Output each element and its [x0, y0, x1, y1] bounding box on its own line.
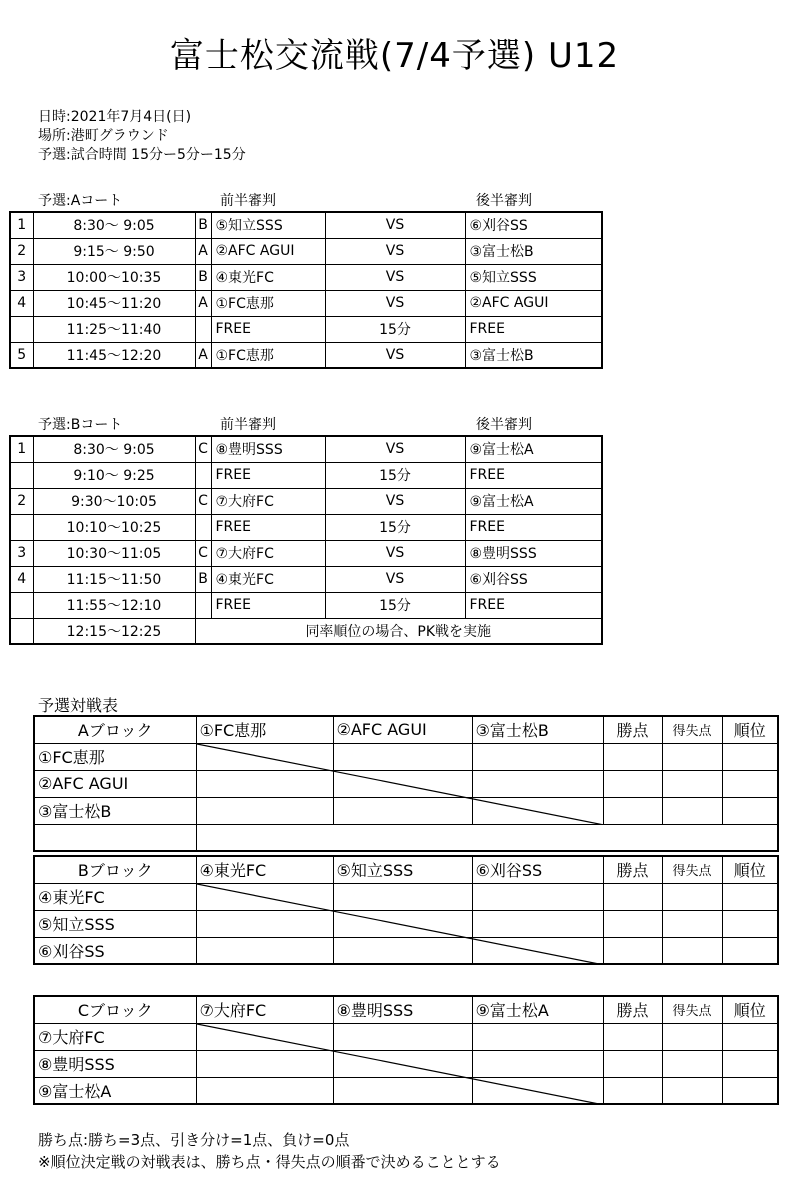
block-code: C — [195, 488, 211, 514]
team-name: ④東光FC — [34, 883, 196, 910]
result-cell — [333, 910, 472, 937]
result-cell — [196, 937, 333, 964]
match-number — [10, 618, 33, 644]
away-team: FREE — [465, 316, 602, 342]
schedule-row — [10, 316, 602, 342]
result-cell — [333, 937, 472, 964]
match-number — [10, 514, 33, 540]
event-venue: 場所:港町グラウンド — [38, 128, 169, 144]
match-number: 4 — [10, 566, 33, 592]
result-cell — [333, 1050, 472, 1077]
result-cell — [722, 797, 778, 824]
stat-header: 勝点 — [603, 996, 662, 1023]
away-team: ⑤知立SSS — [465, 264, 602, 290]
result-cell — [196, 1023, 333, 1050]
event-date: 日時:2021年7月4日(日) — [38, 109, 192, 125]
result-cell — [472, 743, 603, 770]
block-code — [195, 316, 211, 342]
block-code: A — [195, 290, 211, 316]
result-cell — [603, 1050, 662, 1077]
block-matrix-table — [33, 995, 779, 1105]
match-time: 9:10〜 9:25 — [33, 462, 195, 488]
result-cell — [603, 1077, 662, 1104]
result-cell — [333, 1077, 472, 1104]
result-cell — [333, 883, 472, 910]
schedule-row — [10, 618, 602, 644]
result-cell — [603, 770, 662, 797]
block-code: B — [195, 566, 211, 592]
versus-label: VS — [325, 238, 465, 264]
result-cell — [472, 910, 603, 937]
schedule-row — [10, 566, 602, 592]
block-code: B — [195, 264, 211, 290]
match-number: 2 — [10, 488, 33, 514]
away-team: ③富士松B — [465, 342, 602, 368]
matrix-header-row — [34, 716, 778, 743]
home-team: ②AFC AGUI — [211, 238, 325, 264]
stat-header: 得失点 — [662, 716, 722, 743]
versus-label: VS — [325, 566, 465, 592]
versus-label: VS — [325, 436, 465, 462]
away-team: ⑨富士松A — [465, 436, 602, 462]
spacer-cell — [196, 824, 778, 851]
match-time: 10:10〜10:25 — [33, 514, 195, 540]
schedule-row — [10, 488, 602, 514]
schedule-row — [10, 264, 602, 290]
result-cell — [196, 743, 333, 770]
result-cell — [662, 797, 722, 824]
matrix-header-row — [34, 856, 778, 883]
versus-label: 15分 — [325, 462, 465, 488]
match-number: 2 — [10, 238, 33, 264]
opponent-header: ⑧豊明SSS — [333, 996, 472, 1023]
matrix-header-row — [34, 996, 778, 1023]
stat-header: 得失点 — [662, 996, 722, 1023]
schedule-row — [10, 212, 602, 238]
result-cell — [472, 1023, 603, 1050]
result-cell — [196, 797, 333, 824]
result-cell — [603, 937, 662, 964]
match-number: 3 — [10, 264, 33, 290]
matrix-team-row — [34, 770, 778, 797]
matrix-team-row — [34, 797, 778, 824]
team-name: ⑧豊明SSS — [34, 1050, 196, 1077]
result-cell — [662, 743, 722, 770]
result-cell — [603, 743, 662, 770]
result-cell — [333, 743, 472, 770]
opponent-header: ①FC恵那 — [196, 716, 333, 743]
block-matrix-table — [33, 855, 779, 965]
result-cell — [662, 1050, 722, 1077]
result-cell — [662, 1077, 722, 1104]
block-code: A — [195, 238, 211, 264]
home-team: FREE — [211, 592, 325, 618]
event-info — [38, 108, 246, 165]
match-time: 10:00〜10:35 — [33, 264, 195, 290]
away-team: ⑥刈谷SS — [465, 566, 602, 592]
result-cell — [333, 770, 472, 797]
schedule-row — [10, 540, 602, 566]
result-cell — [603, 910, 662, 937]
result-cell — [196, 1077, 333, 1104]
result-cell — [662, 937, 722, 964]
opponent-header: ④東光FC — [196, 856, 333, 883]
match-number: 1 — [10, 212, 33, 238]
matrix-team-row — [34, 743, 778, 770]
matrix-title: 予選対戦表 — [38, 696, 119, 715]
versus-label: VS — [325, 488, 465, 514]
result-cell — [722, 937, 778, 964]
block-code — [195, 462, 211, 488]
team-name: ②AFC AGUI — [34, 770, 196, 797]
result-cell — [472, 797, 603, 824]
court-b-label: 予選:Bコート — [38, 417, 123, 433]
result-cell — [196, 883, 333, 910]
opponent-header: ⑨富士松A — [472, 996, 603, 1023]
home-team: FREE — [211, 514, 325, 540]
result-cell — [333, 797, 472, 824]
result-cell — [722, 1050, 778, 1077]
result-cell — [603, 883, 662, 910]
away-team: ③富士松B — [465, 238, 602, 264]
match-number: 4 — [10, 290, 33, 316]
points-rule: 勝ち点:勝ち=3点、引き分け=1点、負け=0点 — [38, 1131, 350, 1149]
versus-label: 15分 — [325, 592, 465, 618]
matrix-team-row — [34, 1023, 778, 1050]
home-team: ①FC恵那 — [211, 290, 325, 316]
page-title: 富士松交流戦(7/4予選) U12 — [169, 36, 620, 76]
schedule-row — [10, 462, 602, 488]
team-name: ①FC恵那 — [34, 743, 196, 770]
matrix-team-row — [34, 1050, 778, 1077]
result-cell — [603, 1023, 662, 1050]
block-matrix-table — [33, 715, 779, 852]
block-label: Aブロック — [34, 716, 196, 743]
versus-label: 15分 — [325, 316, 465, 342]
block-code: C — [195, 436, 211, 462]
match-number — [10, 462, 33, 488]
result-cell — [472, 1050, 603, 1077]
versus-label: VS — [325, 342, 465, 368]
result-cell — [662, 770, 722, 797]
versus-label: VS — [325, 540, 465, 566]
result-cell — [722, 910, 778, 937]
court-a-first-ref-label: 前半審判 — [220, 193, 276, 209]
matrix-team-row — [34, 910, 778, 937]
match-time: 10:45〜11:20 — [33, 290, 195, 316]
stat-header: 勝点 — [603, 716, 662, 743]
matrix-team-row — [34, 937, 778, 964]
home-team: ⑦大府FC — [211, 488, 325, 514]
match-number: 1 — [10, 436, 33, 462]
match-time: 11:25〜11:40 — [33, 316, 195, 342]
away-team: ⑧豊明SSS — [465, 540, 602, 566]
schedule-row — [10, 514, 602, 540]
match-time: 11:55〜12:10 — [33, 592, 195, 618]
stat-header: 順位 — [722, 716, 778, 743]
block-label: Bブロック — [34, 856, 196, 883]
result-cell — [662, 910, 722, 937]
opponent-header: ⑤知立SSS — [333, 856, 472, 883]
matrix-team-row — [34, 1077, 778, 1104]
stat-header: 勝点 — [603, 856, 662, 883]
match-duration: 予選:試合時間 15分ー5分ー15分 — [38, 147, 246, 163]
match-time: 11:15〜11:50 — [33, 566, 195, 592]
result-cell — [722, 1077, 778, 1104]
block-code — [195, 592, 211, 618]
team-name: ⑥刈谷SS — [34, 937, 196, 964]
versus-label: VS — [325, 290, 465, 316]
match-number: 3 — [10, 540, 33, 566]
spacer-cell — [34, 824, 196, 851]
block-label: Cブロック — [34, 996, 196, 1023]
schedule-row — [10, 592, 602, 618]
team-name: ⑨富士松A — [34, 1077, 196, 1104]
result-cell — [662, 883, 722, 910]
result-cell — [472, 770, 603, 797]
block-code: C — [195, 540, 211, 566]
ranking-note: ※順位決定戦の対戦表は、勝ち点・得失点の順番で決めることとする — [38, 1153, 501, 1171]
result-cell — [722, 1023, 778, 1050]
versus-label: VS — [325, 212, 465, 238]
versus-label: VS — [325, 264, 465, 290]
away-team: ②AFC AGUI — [465, 290, 602, 316]
result-cell — [196, 770, 333, 797]
match-time: 11:45〜12:20 — [33, 342, 195, 368]
result-cell — [722, 770, 778, 797]
match-time: 9:30〜10:05 — [33, 488, 195, 514]
footer-notes — [38, 1129, 501, 1173]
result-cell — [472, 883, 603, 910]
result-cell — [662, 1023, 722, 1050]
home-team: FREE — [211, 462, 325, 488]
away-team: ⑥刈谷SS — [465, 212, 602, 238]
home-team: ①FC恵那 — [211, 342, 325, 368]
home-team: ④東光FC — [211, 264, 325, 290]
match-time: 8:30〜 9:05 — [33, 212, 195, 238]
match-time: 8:30〜 9:05 — [33, 436, 195, 462]
result-cell — [722, 743, 778, 770]
result-cell — [472, 937, 603, 964]
team-name: ③富士松B — [34, 797, 196, 824]
schedule-row — [10, 290, 602, 316]
court-a-second-ref-label: 後半審判 — [476, 193, 532, 209]
court-a-schedule-table — [9, 211, 603, 369]
court-a-label: 予選:Aコート — [38, 193, 123, 209]
schedule-row — [10, 342, 602, 368]
team-name: ⑤知立SSS — [34, 910, 196, 937]
away-team: ⑨富士松A — [465, 488, 602, 514]
spacer-row — [34, 824, 778, 851]
opponent-header: ⑦大府FC — [196, 996, 333, 1023]
result-cell — [603, 797, 662, 824]
team-name: ⑦大府FC — [34, 1023, 196, 1050]
home-team: FREE — [211, 316, 325, 342]
result-cell — [472, 1077, 603, 1104]
home-team: ④東光FC — [211, 566, 325, 592]
match-number — [10, 316, 33, 342]
stat-header: 順位 — [722, 856, 778, 883]
opponent-header: ②AFC AGUI — [333, 716, 472, 743]
away-team: FREE — [465, 592, 602, 618]
match-number: 5 — [10, 342, 33, 368]
match-number — [10, 592, 33, 618]
match-time: 12:15〜12:25 — [33, 618, 195, 644]
result-cell — [333, 1023, 472, 1050]
home-team: ⑤知立SSS — [211, 212, 325, 238]
away-team: FREE — [465, 514, 602, 540]
schedule-row — [10, 238, 602, 264]
stat-header: 得失点 — [662, 856, 722, 883]
court-b-second-ref-label: 後半審判 — [476, 417, 532, 433]
home-team: ⑧豊明SSS — [211, 436, 325, 462]
match-time: 9:15〜 9:50 — [33, 238, 195, 264]
schedule-row — [10, 436, 602, 462]
block-code — [195, 514, 211, 540]
home-team: ⑦大府FC — [211, 540, 325, 566]
opponent-header: ⑥刈谷SS — [472, 856, 603, 883]
block-code: A — [195, 342, 211, 368]
block-code: B — [195, 212, 211, 238]
result-cell — [722, 883, 778, 910]
result-cell — [196, 910, 333, 937]
match-time: 10:30〜11:05 — [33, 540, 195, 566]
court-b-first-ref-label: 前半審判 — [220, 417, 276, 433]
stat-header: 順位 — [722, 996, 778, 1023]
away-team: FREE — [465, 462, 602, 488]
tiebreak-note: 同率順位の場合、PK戦を実施 — [195, 618, 602, 644]
result-cell — [196, 1050, 333, 1077]
versus-label: 15分 — [325, 514, 465, 540]
opponent-header: ③富士松B — [472, 716, 603, 743]
matrix-team-row — [34, 883, 778, 910]
court-b-schedule-table — [9, 435, 603, 645]
